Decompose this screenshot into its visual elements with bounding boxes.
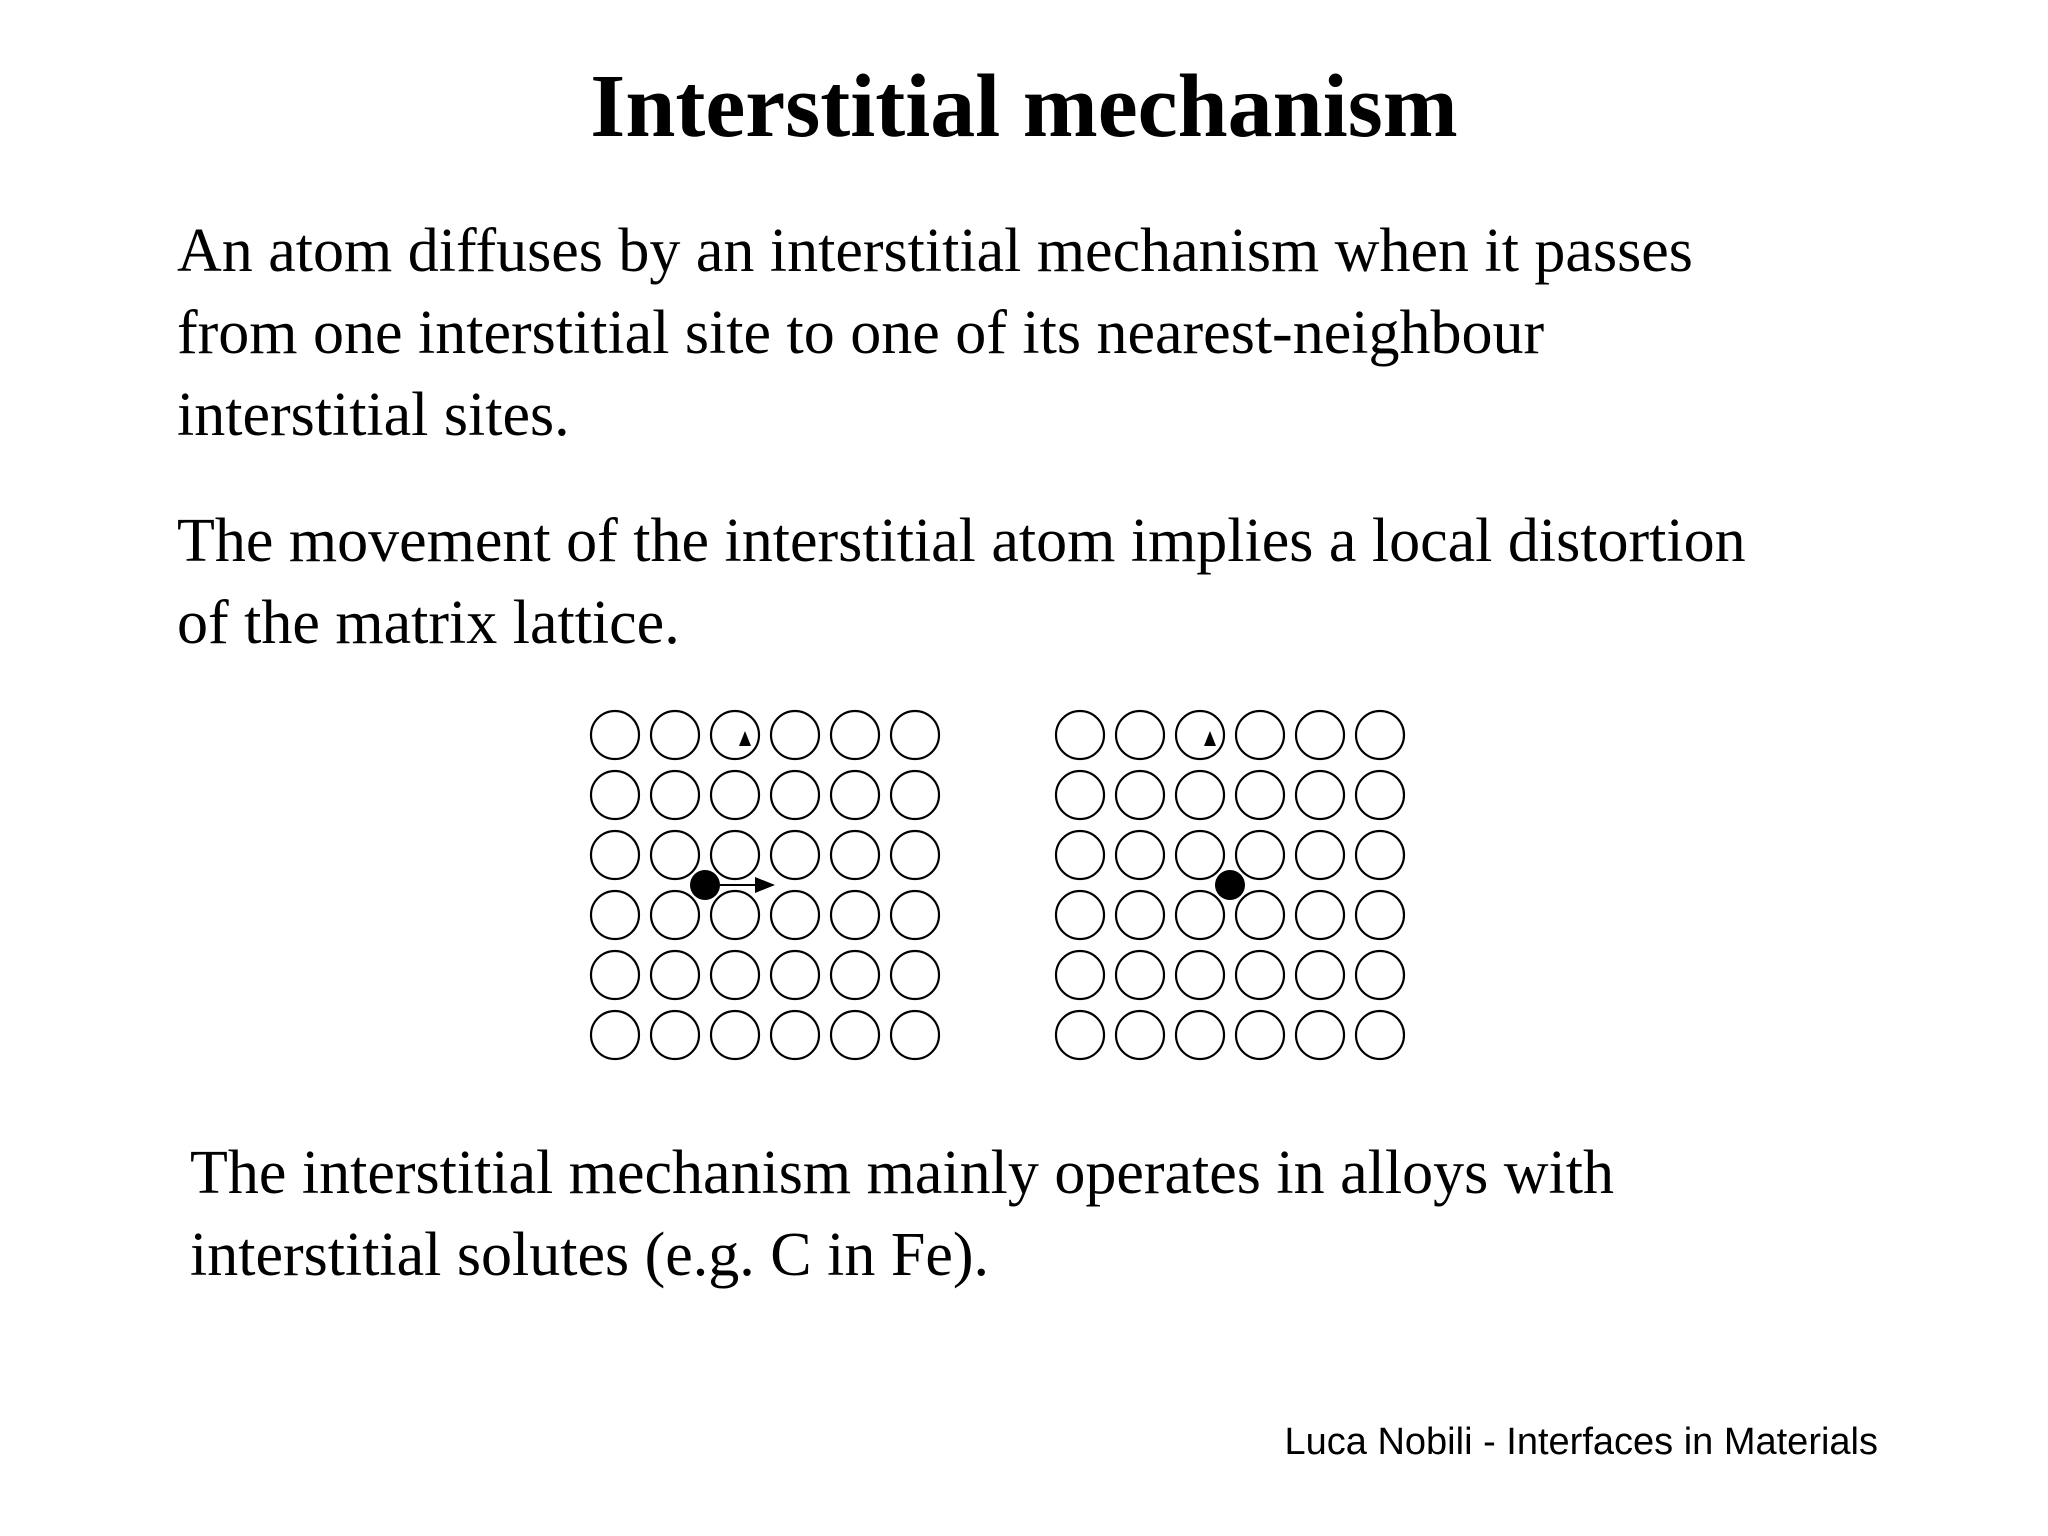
lattice-atom [1356, 891, 1404, 939]
lattice-atom [1356, 711, 1404, 759]
lattice-atom [1176, 1011, 1224, 1059]
lattice-atom [1056, 1011, 1104, 1059]
lattice-atom [771, 831, 819, 879]
paragraph-line: interstitial sites. [177, 381, 570, 449]
lattice-atom [1296, 891, 1344, 939]
lattice-atom [771, 771, 819, 819]
paragraph-applications [190, 1132, 1990, 1296]
lattice-atom [1056, 711, 1104, 759]
lattice-atom [1176, 891, 1224, 939]
lattice-atom [1356, 1011, 1404, 1059]
lattice-atom [1056, 891, 1104, 939]
paragraph-line: interstitial solutes (e.g. C in Fe). [190, 1221, 990, 1289]
lattice-atom [1296, 1011, 1344, 1059]
lattice-atom [891, 951, 939, 999]
lattice-atom [891, 711, 939, 759]
lattice-atom [891, 1011, 939, 1059]
lattice-atom [1056, 951, 1104, 999]
lattice-atom [1356, 771, 1404, 819]
lattice-atom [651, 1011, 699, 1059]
lattice-atom [831, 831, 879, 879]
lattice-atom [711, 1011, 759, 1059]
lattice-atom [891, 831, 939, 879]
lattice-atom [831, 891, 879, 939]
lattice-atom [1296, 831, 1344, 879]
lattice-atom [1236, 711, 1284, 759]
lattice-atom [591, 891, 639, 939]
lattice-atom [831, 1011, 879, 1059]
paragraph-distortion [177, 500, 1977, 664]
lattice-diagram-after [1045, 700, 1415, 1070]
lattice-atom [1176, 831, 1224, 879]
paragraph-line: of the matrix lattice. [177, 589, 680, 657]
lattice-atom [1056, 831, 1104, 879]
paragraph-line: An atom diffuses by an interstitial mechanism when it passes [177, 217, 1693, 285]
lattice-atom [651, 711, 699, 759]
interstitial-atom [690, 870, 720, 900]
paragraph-line: The interstitial mechanism mainly operates in alloys with [190, 1139, 1614, 1207]
lattice-atom [1176, 951, 1224, 999]
lattice-atom [1236, 951, 1284, 999]
lattice-atom [651, 831, 699, 879]
paragraph-definition [177, 210, 1977, 456]
lattice-atom [711, 711, 759, 759]
lattice-atom [891, 891, 939, 939]
lattice-atom [591, 711, 639, 759]
lattice-atom [711, 891, 759, 939]
interstitial-atom [1215, 870, 1245, 900]
slide-title: Interstitial mechanism [590, 57, 1458, 156]
lattice-atom [771, 1011, 819, 1059]
lattice-atom [1176, 711, 1224, 759]
lattice-atom [1296, 711, 1344, 759]
paragraph-line: The movement of the interstitial atom implies a local distortion [177, 507, 1746, 575]
lattice-atom [1356, 951, 1404, 999]
lattice-atom [1356, 831, 1404, 879]
lattice-diagram-before [580, 700, 950, 1070]
lattice-atom [651, 771, 699, 819]
lattice-atom [771, 951, 819, 999]
footer-credit: Luca Nobili - Interfaces in Materials [1284, 1421, 1878, 1463]
lattice-atom [771, 891, 819, 939]
lattice-atom [1296, 951, 1344, 999]
lattice-atom [1236, 831, 1284, 879]
lattice-atom [1116, 711, 1164, 759]
lattice-atom [591, 1011, 639, 1059]
lattice-atom [1116, 1011, 1164, 1059]
paragraph-line: from one interstitial site to one of its nearest-neighbour [177, 299, 1545, 367]
lattice-atom [1236, 891, 1284, 939]
lattice-atom [1116, 951, 1164, 999]
lattice-atom [651, 951, 699, 999]
lattice-atom [1176, 771, 1224, 819]
lattice-atom [711, 771, 759, 819]
lattice-atom [1236, 771, 1284, 819]
lattice-atom [1116, 831, 1164, 879]
lattice-atom [891, 771, 939, 819]
lattice-atom [831, 771, 879, 819]
lattice-atom [831, 951, 879, 999]
lattice-atom [591, 831, 639, 879]
lattice-atom [1236, 1011, 1284, 1059]
lattice-atom [591, 951, 639, 999]
lattice-atom [711, 831, 759, 879]
lattice-atom [831, 711, 879, 759]
lattice-atom [1056, 771, 1104, 819]
lattice-atom [711, 951, 759, 999]
lattice-atom [651, 891, 699, 939]
lattice-atom [771, 711, 819, 759]
lattice-atom [1116, 891, 1164, 939]
lattice-atom [591, 771, 639, 819]
lattice-atom [1296, 771, 1344, 819]
lattice-atom [1116, 771, 1164, 819]
